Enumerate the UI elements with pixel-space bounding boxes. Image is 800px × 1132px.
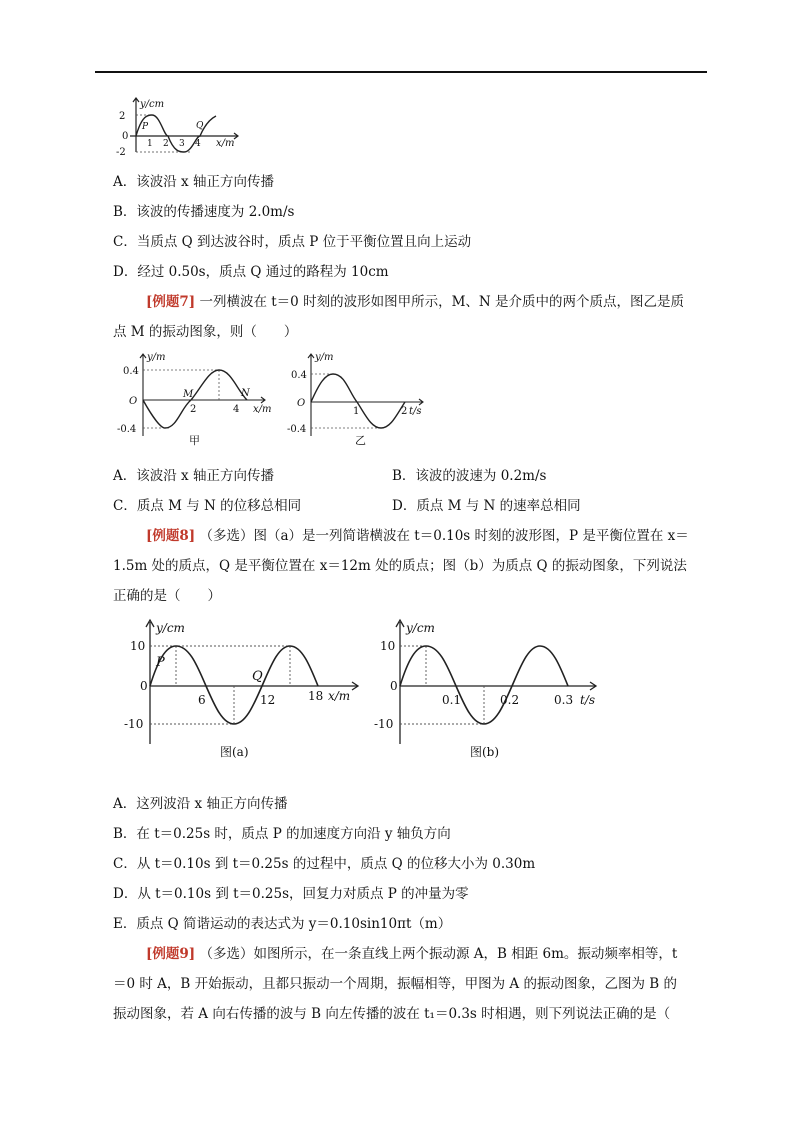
ex7-option-c: C．质点 M 与 N 的位移总相同 [113, 498, 302, 514]
x-tick-2: 2 [163, 139, 169, 149]
x-tick-12: 12 [260, 693, 276, 707]
ex7-text-1: 一列横波在 t＝0 时刻的波形如图甲所示，M、N 是介质中的两个质点，图乙是质 [199, 294, 684, 310]
x-axis-label: x/m [328, 689, 351, 703]
ex8-text-1: （多选）图（a）是一列简谐横波在 t＝0.10s 时刻的波形图，P 是平衡位置在 x＝ [199, 528, 689, 544]
t-tick-0.3: 0.3 [554, 693, 574, 707]
figure-q6-wave [110, 94, 250, 158]
point-p-label: P [142, 122, 149, 132]
ex7-text-line-2: 点 M 的振动图象，则（ ） [113, 324, 298, 340]
point-q-label: Q [252, 669, 263, 684]
ex8-option-a: A．这列波沿 x 轴正方向传播 [113, 796, 288, 812]
x-tick-4: 4 [195, 139, 201, 149]
ex7-option-d: D．质点 M 与 N 的速率总相同 [392, 498, 581, 514]
x-tick-3: 3 [179, 139, 185, 149]
t-tick-0.1: 0.1 [442, 693, 462, 707]
y-tick-top: 0.4 [291, 370, 307, 381]
q6-option-a: A．该波沿 x 轴正方向传播 [113, 174, 274, 190]
point-n-label: N [241, 388, 250, 399]
ex8-text-line-3: 正确的是（ ） [113, 588, 221, 604]
ex8-text-line-1 [146, 524, 689, 544]
figure-ex7-b [287, 348, 437, 448]
y-tick-top: 10 [380, 639, 396, 653]
x-axis-label: x/m [253, 404, 272, 415]
y-tick-zero: 0 [122, 131, 129, 142]
figure-ex8-a [122, 612, 372, 760]
t-tick-2: 2 [401, 406, 408, 417]
x-tick-6: 6 [198, 693, 206, 707]
figure-caption: 乙 [355, 434, 366, 447]
point-m-label: M [183, 389, 194, 400]
ex7-option-a: A．该波沿 x 轴正方向传播 [113, 468, 274, 484]
y-axis-label: y/cm [156, 621, 185, 635]
figure-caption: 甲 [189, 434, 200, 447]
point-p-label: P [156, 655, 165, 670]
origin-label: O [129, 396, 138, 407]
t-tick-1: 1 [353, 406, 360, 417]
x-tick-18: 18 [308, 689, 324, 703]
y-axis-label: y/m [315, 352, 334, 363]
x-tick-4: 4 [233, 404, 240, 415]
y-axis-label: y/cm [140, 99, 165, 110]
wave-curve [150, 646, 318, 724]
y-tick-top: 10 [130, 639, 146, 653]
ex9-text-line-1 [146, 942, 677, 962]
y-tick-top: 0.4 [123, 366, 139, 377]
y-tick-top: 2 [119, 111, 126, 122]
header-rule [95, 71, 707, 73]
origin-label: 0 [390, 679, 398, 693]
ex7-option-b: B．该波的波速为 0.2m/s [392, 468, 547, 484]
vibration-curve [311, 374, 408, 428]
x-tick-1: 1 [147, 139, 153, 149]
ex8-option-c: C．从 t＝0.10s 到 t＝0.25s 的过程中，质点 Q 的位移大小为 0.30m [113, 856, 536, 872]
y-tick-bottom: -0.4 [287, 424, 307, 435]
origin-label: 0 [140, 679, 148, 693]
t-axis-label: t/s [409, 406, 422, 417]
ex9-text-line-3: 振动图象，若 A 向右传播的波与 B 向左传播的波在 t₁＝0.3s 时相遇，则下列说法正确的是（ [113, 1006, 671, 1022]
t-axis-label: t/s [580, 693, 596, 707]
ex8-tag: [例题8] [146, 528, 196, 544]
ex8-text-line-2: 1.5m 处的质点，Q 是平衡位置在 x＝12m 处的质点；图（b）为质点 Q 的振动图象，下列说法 [113, 558, 687, 574]
y-tick-bottom: -10 [124, 717, 144, 731]
y-tick-bottom: -0.4 [117, 424, 137, 435]
figure-ex7-a [115, 348, 275, 448]
origin-label: O [297, 398, 306, 409]
y-tick-bottom: -2 [116, 147, 126, 158]
figure-caption: 图(b) [470, 745, 500, 759]
figure-caption: 图(a) [220, 745, 249, 759]
ex9-text-1: （多选）如图所示，在一条直线上两个振动源 A，B 相距 6m。振动频率相等，t [199, 946, 678, 962]
x-tick-2: 2 [190, 404, 197, 415]
y-axis-label: y/cm [406, 621, 435, 635]
q6-option-d: D．经过 0.50s，质点 Q 通过的路程为 10cm [113, 264, 389, 280]
wave-curve [143, 370, 247, 428]
ex8-option-b: B．在 t＝0.25s 时，质点 P 的加速度方向沿 y 轴负方向 [113, 826, 451, 842]
q6-option-b: B．该波的传播速度为 2.0m/s [113, 204, 295, 220]
figure-ex8-b [372, 612, 612, 760]
ex7-text-line-1 [146, 290, 684, 310]
vibration-curve [400, 646, 568, 724]
ex8-option-e: E．质点 Q 简谐运动的表达式为 y＝0.10sin10πt（m） [113, 916, 452, 932]
ex9-text-line-2: ＝0 时 A，B 开始振动，且都只振动一个周期，振幅相等，甲图为 A 的振动图象，乙图为 B 的 [113, 976, 677, 992]
x-axis-label: x/m [216, 138, 235, 149]
y-tick-bottom: -10 [374, 717, 394, 731]
ex9-tag: [例题9] [146, 946, 196, 962]
ex8-option-d: D．从 t＝0.10s 到 t＝0.25s，回复力对质点 P 的冲量为零 [113, 886, 469, 902]
t-tick-0.2: 0.2 [500, 693, 520, 707]
q6-option-c: C．当质点 Q 到达波谷时，质点 P 位于平衡位置且向上运动 [113, 234, 472, 250]
point-q-label: Q [196, 121, 204, 131]
ex7-tag: [例题7] [146, 294, 196, 310]
y-axis-label: y/m [147, 352, 166, 363]
